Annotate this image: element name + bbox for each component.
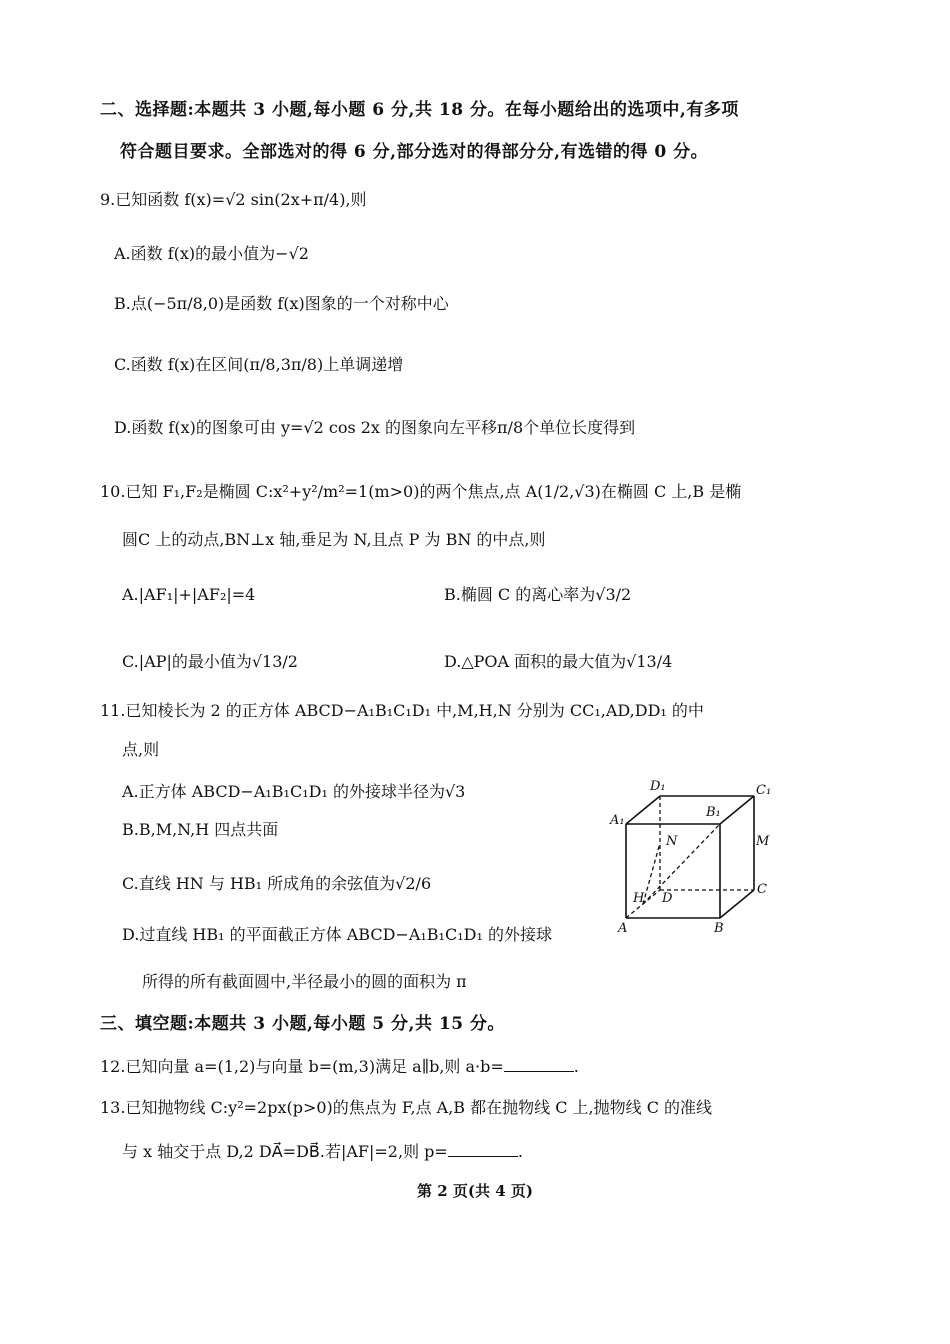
q10-option-d: D.△POA 面积的最大值为√13/4 (444, 652, 673, 671)
q10-option-a: A.|AF₁|+|AF₂|=4 (122, 585, 256, 604)
q12-stem: 12.已知向量 a=(1,2)与向量 b=(m,3)满足 a∥b,则 a·b= (100, 1057, 504, 1076)
label-a1: A₁ (610, 813, 625, 828)
label-n: N (666, 834, 678, 849)
q9-option-a: A.函数 f(x)的最小值为−√2 (114, 244, 309, 263)
page-footer: 第 2 页(共 4 页) (417, 1182, 533, 1200)
label-c: C (757, 882, 767, 897)
q10-option-c: C.|AP|的最小值为√13/2 (122, 652, 298, 671)
q13-stem-line2: 与 x 轴交于点 D,2 DA⃗=DB⃗.若|AF|=2,则 p= (122, 1142, 448, 1161)
q9-stem: 9.已知函数 f(x)=√2 sin(2x+π/4),则 (100, 190, 367, 209)
q10-stem-line2: 圆C 上的动点,BN⊥x 轴,垂足为 N,且点 P 为 BN 的中点,则 (122, 530, 546, 549)
cube-figure (608, 772, 778, 940)
q12-answer-blank[interactable] (504, 1055, 574, 1072)
q12-end: . (573, 1057, 579, 1076)
label-h: H (633, 891, 645, 906)
q9-option-c: C.函数 f(x)在区间(π/8,3π/8)上单调递增 (114, 355, 404, 374)
q11-option-a: A.正方体 ABCD−A₁B₁C₁D₁ 的外接球半径为√3 (122, 782, 466, 801)
q12-text (100, 1055, 579, 1079)
q13-stem-line1: 13.已知抛物线 C:y²=2px(p>0)的焦点为 F,点 A,B 都在抛物线 C 上,抛物线 C 的准线 (100, 1098, 713, 1117)
q11-stem-line2: 点,则 (122, 740, 160, 759)
q13-stem-line2-row (122, 1140, 523, 1164)
q13-answer-blank[interactable] (448, 1140, 518, 1157)
section3-header: 三、填空题:本题共 3 小题,每小题 5 分,共 15 分。 (100, 1014, 505, 1034)
q9-option-b: B.点(−5π/8,0)是函数 f(x)图象的一个对称中心 (114, 294, 449, 313)
label-a: A (618, 921, 628, 936)
q11-option-c: C.直线 HN 与 HB₁ 所成角的余弦值为√2/6 (122, 874, 432, 893)
q10-stem-line1: 10.已知 F₁,F₂是椭圆 C:x²+y²/m²=1(m>0)的两个焦点,点 A(1/2,√3)在椭圆 C 上,B 是椭 (100, 482, 742, 501)
q11-stem-line1: 11.已知棱长为 2 的正方体 ABCD−A₁B₁C₁D₁ 中,M,H,N 分别为 CC₁,AD,DD₁ 的中 (100, 701, 704, 720)
section2-header-line1: 二、选择题:本题共 3 小题,每小题 6 分,共 18 分。在每小题给出的选项中,有多项 (100, 100, 739, 120)
label-b: B (714, 921, 724, 936)
label-b1: B₁ (706, 805, 721, 820)
label-c1: C₁ (756, 783, 772, 798)
q11-option-d-line2: 所得的所有截面圆中,半径最小的圆的面积为 π (142, 972, 467, 991)
q9-option-d: D.函数 f(x)的图象可由 y=√2 cos 2x 的图象向左平移π/8个单位长度得到 (114, 418, 636, 437)
label-d: D (662, 891, 673, 906)
q13-end: . (517, 1142, 523, 1161)
q10-option-b: B.椭圆 C 的离心率为√3/2 (444, 585, 632, 604)
q11-option-d-line1: D.过直线 HB₁ 的平面截正方体 ABCD−A₁B₁C₁D₁ 的外接球 (122, 925, 552, 944)
section2-header-line2: 符合题目要求。全部选对的得 6 分,部分选对的得部分分,有选错的得 0 分。 (120, 142, 709, 162)
label-m: M (756, 834, 770, 849)
q11-option-b: B.B,M,N,H 四点共面 (122, 820, 279, 839)
label-d1: D₁ (650, 779, 666, 794)
